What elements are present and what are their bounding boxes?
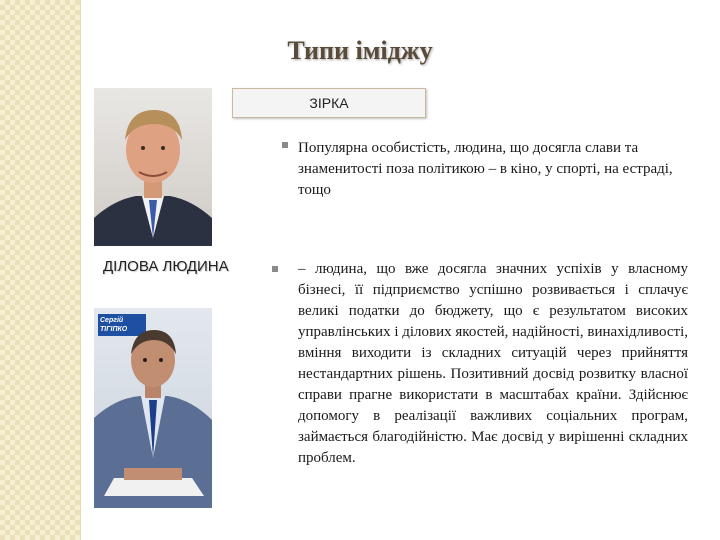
decorative-side-band [0,0,80,540]
side-divider [80,0,84,540]
slide-title: Типи іміджу [287,36,433,65]
star-description: Популярна особистість, людина, що досягла слави та знаменитості поза політикою – в кіно, у спорті, на естраді, тощо [298,140,673,198]
business-description: – людина, що вже досягла значних успіхів у власному бізнесі, її підприємство успішно розвивається і сплачує великі податки до бюджету, що є результатом високих управлінських і ділових якостей, надійності, винахідливості, вміння виходити із складних ситуацій через прийняття нестандартних рішень. Позитивний досвід розвитку власної справи прагне використати в масштабах країни. Здійснює допомогу в реалізації важливих соціальних програм, займається благодійністю. Має досвід у вирішенні складних проблем. [298,261,688,466]
star-bullet [282,142,288,148]
business-bullet [272,266,278,272]
business-label: ДІЛОВА ЛЮДИНА [103,258,229,275]
poster-name-label: Сергій ТІГІПКО [100,317,128,333]
star-label: ЗІРКА [232,88,426,118]
business-portrait-photo [94,308,212,508]
star-portrait-photo [94,88,212,246]
